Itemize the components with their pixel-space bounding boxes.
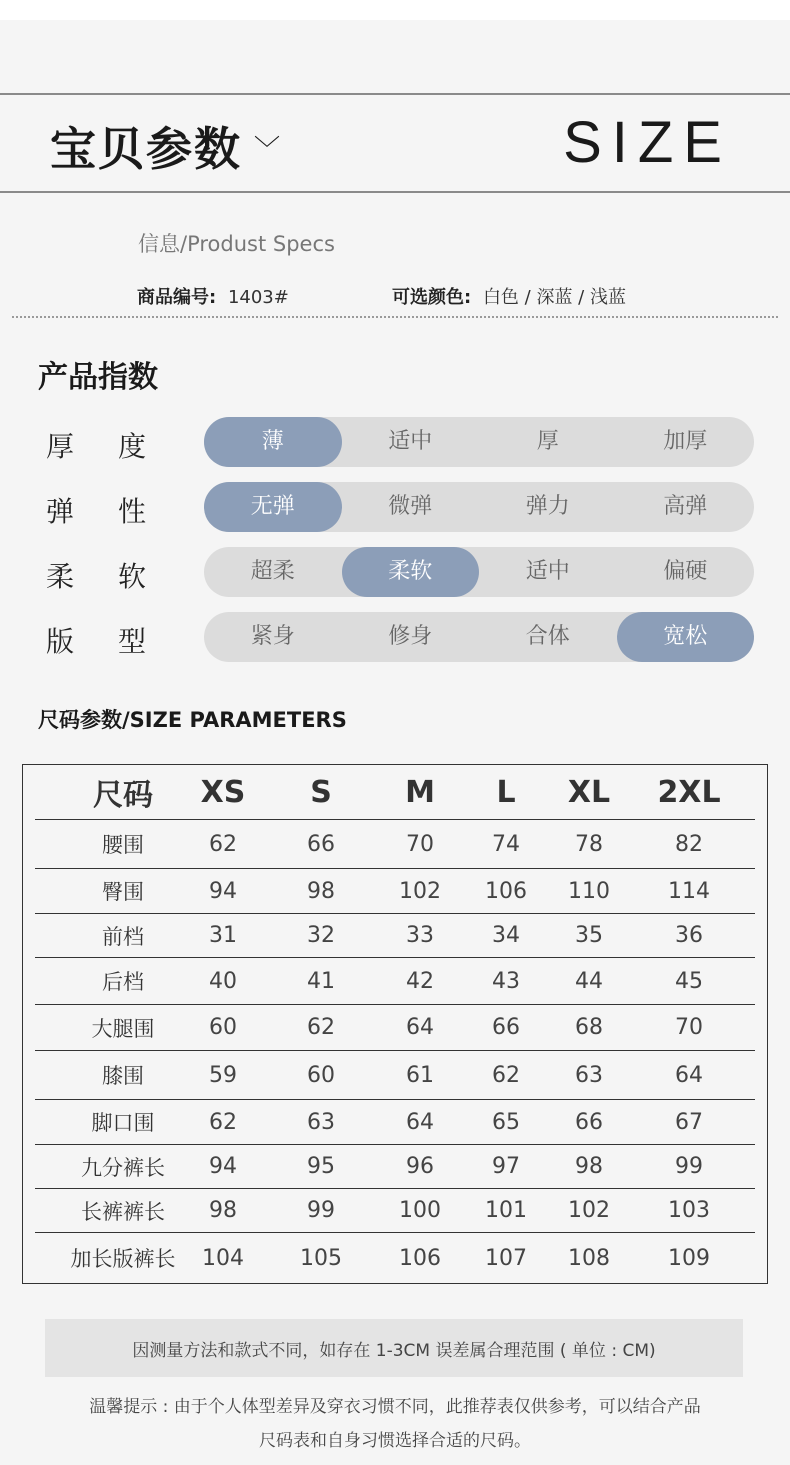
table-cell: 98 [575, 1154, 603, 1179]
size-table-title: 尺码参数/SIZE PARAMETERS [38, 708, 347, 732]
index-option: 紧身 [250, 624, 295, 649]
table-row [35, 914, 755, 958]
size-table [22, 764, 768, 1284]
index-pill-track [204, 547, 754, 597]
table-cell: 31 [209, 923, 237, 948]
sku-value: 1403# [227, 287, 289, 308]
size-header-cell: M [405, 774, 435, 810]
size-header-cell: XL [567, 774, 611, 810]
size-header-cell: 2XL [657, 774, 721, 810]
table-cell: 33 [406, 923, 434, 948]
size-table-header [35, 765, 755, 820]
color-line [392, 283, 626, 309]
index-row [0, 612, 790, 664]
table-row [35, 820, 755, 869]
table-cell: 60 [209, 1015, 237, 1040]
table-cell: 98 [209, 1198, 237, 1223]
index-row-label [46, 620, 146, 660]
table-cell: 35 [575, 923, 603, 948]
index-option: 加厚 [663, 429, 708, 454]
index-option-selected: 柔软 [342, 547, 480, 597]
table-row [35, 869, 755, 914]
size-header-cell: S [310, 774, 332, 810]
table-cell: 64 [406, 1109, 434, 1135]
index-title: 产品指数 [38, 360, 158, 395]
row-label: 前档 [102, 924, 144, 949]
chevron-down-icon: ﹀ [254, 135, 281, 165]
index-option: 偏硬 [663, 559, 708, 584]
row-label: 腰围 [102, 833, 144, 857]
table-cell: 97 [492, 1154, 520, 1179]
index-row-label [46, 555, 146, 595]
index-row-label [46, 425, 146, 465]
table-row [35, 1100, 755, 1145]
index-option: 高弹 [663, 494, 708, 519]
table-cell: 94 [209, 1154, 237, 1179]
table-cell: 95 [307, 1154, 335, 1179]
index-option: 适中 [525, 559, 570, 584]
table-cell: 101 [485, 1198, 527, 1223]
index-label-char: 性 [117, 495, 146, 528]
table-cell: 70 [406, 831, 434, 857]
table-cell: 43 [492, 968, 520, 994]
top-strip [0, 0, 790, 20]
info-title: 信息/Produst Specs [138, 232, 335, 256]
table-cell: 66 [307, 831, 335, 857]
table-cell: 106 [399, 1245, 441, 1271]
index-label-char: 弹 [46, 495, 75, 528]
table-row [35, 1189, 755, 1233]
index-pill-track [204, 612, 754, 662]
table-cell: 65 [492, 1109, 520, 1135]
table-cell: 45 [675, 968, 703, 994]
table-row [35, 1051, 755, 1100]
table-cell: 64 [406, 1015, 434, 1040]
index-option: 超柔 [250, 559, 295, 584]
table-cell: 60 [307, 1062, 335, 1088]
row-label: 臀围 [102, 880, 144, 904]
table-cell: 96 [406, 1154, 434, 1179]
index-option: 弹力 [525, 494, 570, 519]
size-header-cell: L [496, 774, 516, 810]
index-label-char: 版 [46, 625, 75, 658]
table-cell: 61 [406, 1062, 434, 1088]
index-label-char: 软 [117, 560, 146, 593]
table-cell: 40 [209, 968, 237, 994]
page-title: 宝贝参数 [50, 122, 242, 176]
table-cell: 104 [202, 1245, 244, 1271]
table-cell: 66 [492, 1015, 520, 1040]
table-cell: 62 [209, 1109, 237, 1135]
table-cell: 67 [675, 1109, 703, 1135]
index-option: 修身 [388, 624, 433, 649]
size-word: SIZE [563, 110, 732, 175]
row-label: 脚口围 [91, 1111, 155, 1135]
sku-label: 商品编号: [137, 287, 217, 308]
table-cell: 34 [492, 923, 520, 948]
index-label-char: 度 [117, 430, 146, 463]
table-row [35, 1233, 755, 1283]
table-cell: 36 [675, 923, 703, 948]
row-label: 大腿围 [91, 1016, 155, 1041]
table-cell: 68 [575, 1015, 603, 1040]
table-cell: 102 [399, 878, 441, 904]
table-cell: 78 [575, 831, 603, 857]
index-row [0, 547, 790, 599]
table-cell: 107 [485, 1245, 527, 1271]
table-row [35, 1145, 755, 1189]
index-pill-track [204, 417, 754, 467]
table-cell: 62 [209, 831, 237, 857]
index-option: 微弹 [388, 494, 433, 519]
index-option-selected: 无弹 [204, 482, 342, 532]
table-cell: 114 [668, 878, 710, 904]
index-pill-track [204, 482, 754, 532]
table-cell: 41 [307, 968, 335, 994]
table-cell: 44 [575, 968, 603, 994]
table-cell: 100 [399, 1198, 441, 1223]
table-cell: 102 [568, 1198, 610, 1223]
table-cell: 63 [575, 1062, 603, 1088]
table-cell: 98 [307, 878, 335, 904]
table-cell: 64 [675, 1062, 703, 1088]
table-cell: 32 [307, 923, 335, 948]
color-label: 可选颜色: [392, 287, 472, 308]
index-row [0, 417, 790, 469]
table-cell: 109 [668, 1245, 710, 1271]
table-cell: 82 [675, 831, 703, 857]
measurement-note: 因测量方法和款式不同，如存在 1-3CM 误差属合理范围 ( 单位 : CM) [45, 1319, 743, 1377]
table-row [35, 1005, 755, 1051]
index-label-char: 柔 [46, 560, 75, 593]
table-cell: 99 [307, 1198, 335, 1223]
index-option: 合体 [525, 624, 570, 649]
table-cell: 62 [307, 1015, 335, 1040]
table-row [35, 958, 755, 1005]
table-cell: 110 [568, 878, 610, 904]
index-option: 厚 [536, 429, 559, 454]
table-cell: 42 [406, 968, 434, 994]
tip-line-1: 温馨提示 : 由于个人体型差异及穿衣习惯不同，此推荐表仅供参考，可以结合产品 [89, 1397, 701, 1417]
table-cell: 94 [209, 878, 237, 904]
table-cell: 70 [675, 1015, 703, 1040]
table-cell: 63 [307, 1109, 335, 1135]
dotted-divider [12, 316, 778, 318]
size-header-cell: XS [200, 774, 246, 810]
header-banner [0, 93, 790, 193]
table-cell: 108 [568, 1245, 610, 1271]
table-cell: 62 [492, 1062, 520, 1088]
table-cell: 105 [300, 1245, 342, 1271]
table-cell: 74 [492, 831, 520, 857]
row-label: 膝围 [102, 1064, 144, 1088]
index-row-label [46, 490, 146, 530]
size-header-label: 尺码 [93, 778, 153, 813]
color-value: 白色 / 深蓝 / 浅蓝 [482, 287, 626, 308]
table-cell: 103 [668, 1198, 710, 1223]
row-label: 长裤裤长 [81, 1199, 165, 1224]
table-cell: 99 [675, 1154, 703, 1179]
index-label-char: 厚 [46, 430, 75, 463]
row-label: 后档 [102, 970, 144, 994]
table-cell: 66 [575, 1109, 603, 1135]
row-label: 加长版裤长 [70, 1247, 176, 1271]
table-cell: 59 [209, 1062, 237, 1088]
tip-line-2: 尺码表和自身习惯选择合适的尺码。 [259, 1431, 531, 1451]
index-label-char: 型 [117, 625, 146, 658]
index-option-selected: 宽松 [617, 612, 755, 662]
index-row [0, 482, 790, 534]
index-option-selected: 薄 [204, 417, 342, 467]
index-option: 适中 [388, 429, 433, 454]
row-label: 九分裤长 [81, 1155, 165, 1180]
sku-line [137, 283, 289, 309]
table-cell: 106 [485, 878, 527, 904]
